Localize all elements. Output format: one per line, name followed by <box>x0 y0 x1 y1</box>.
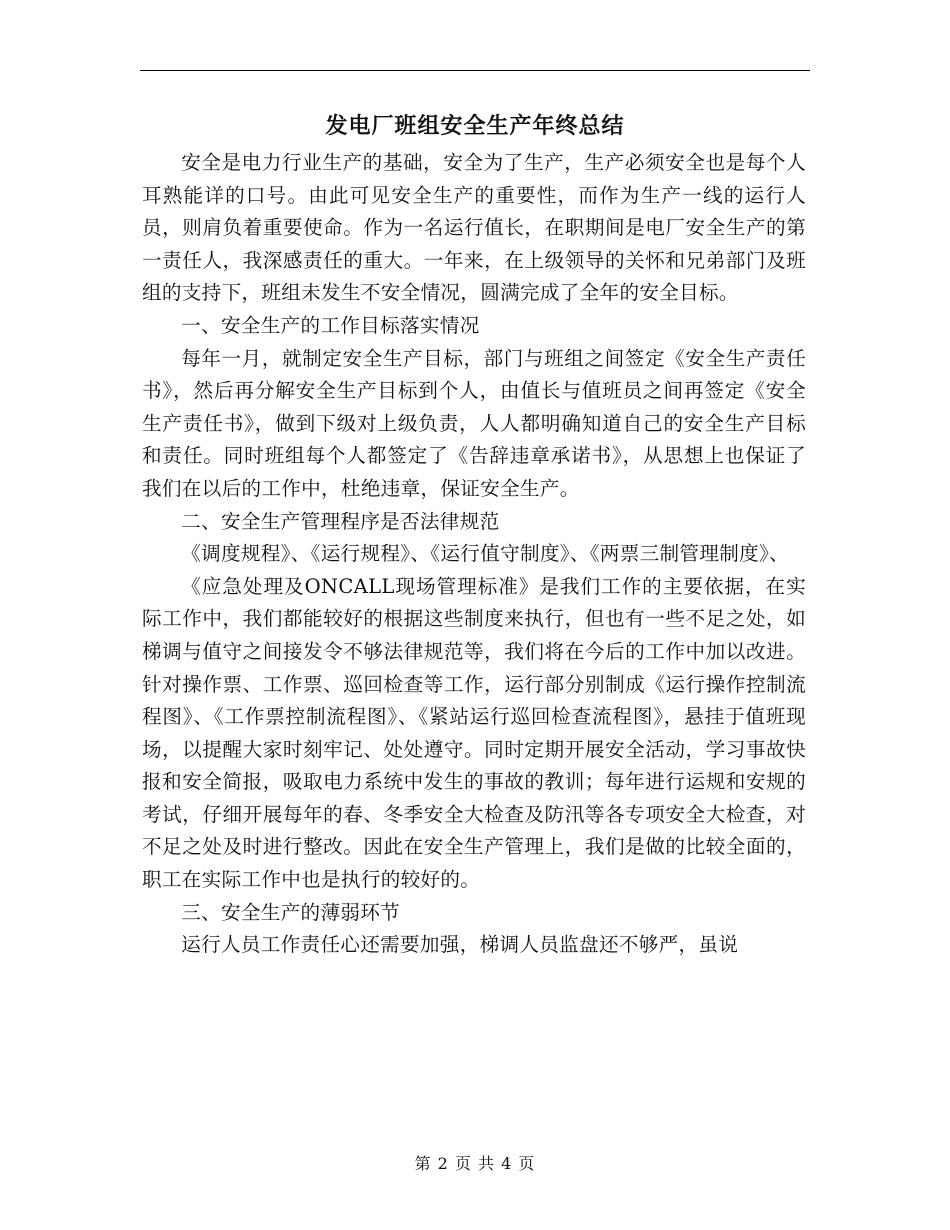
section-heading-1: 一、安全生产的工作目标落实情况 <box>181 313 480 337</box>
document-body <box>142 147 806 962</box>
paragraph-section-2: 《应急处理及ONCALL现场管理标准》是我们工作的主要依据，在实际工作中，我们都能较好的根据这些制度来执行，但也有一些不足之处，如梯调与值守之间接发令不够法律规范等，我们将在今后的工作中加以改进。针对操作票、工作票、巡回检查等工作，运行部分别制成《运行操作控制流程图》、《工作票控制流程图》、《紧站运行巡回检查流程图》，悬挂于值班现场，以提醒大家时刻牢记、处处遵守。同时定期开展安全活动，学习事故快报和安全简报，吸取电力系统中发生的事故的教训；每年进行运规和安规的考试，仔细开展每年的春、冬季安全大检查及防汛等各专项安全大检查，对不足之处及时进行整改。因此在安全生产管理上，我们是做的比较全面的，职工在实际工作中也是执行的较好的。 <box>142 574 806 892</box>
document-title: 发电厂班组安全生产年终总结 <box>325 113 625 139</box>
paragraph-section-3: 运行人员工作责任心还需要加强，梯调人员监盘还不够严，虽说 <box>181 933 739 957</box>
paragraph-intro: 安全是电力行业生产的基础，安全为了生产，生产必须安全也是每个人耳熟能详的口号。由此可见安全生产的重要性，而作为生产一线的运行人员，则肩负着重要使命。作为一名运行值长，在职期间是电厂安全生产的第一责任人，我深感责任的重大。一年来，在上级领导的关怀和兄弟部门及班组的支持下，班组未发生不安全情况，圆满完成了全年的安全目标。 <box>142 151 806 305</box>
paragraph-section-1: 每年一月，就制定安全生产目标，部门与班组之间签定《安全生产责任书》，然后再分解安全生产目标到个人，由值长与值班员之间再签定《安全生产责任书》，做到下级对上级负责，人人都明确知道自己的安全生产目标和责任。同时班组每个人都签定了《告辞违章承诺书》，从思想上也保证了我们在以后的工作中，杜绝违章，保证安全生产。 <box>142 346 806 500</box>
page-number-footer: 第 2 页 共 4 页 <box>414 1154 536 1173</box>
paragraph-regulations-list: 《调度规程》、《运行规程》、《运行值守制度》、《两票三制管理制度》、 <box>181 542 789 566</box>
section-heading-3: 三、安全生产的薄弱环节 <box>181 900 401 924</box>
section-heading-2: 二、安全生产管理程序是否法律规范 <box>181 509 500 533</box>
header-rule <box>140 70 810 71</box>
